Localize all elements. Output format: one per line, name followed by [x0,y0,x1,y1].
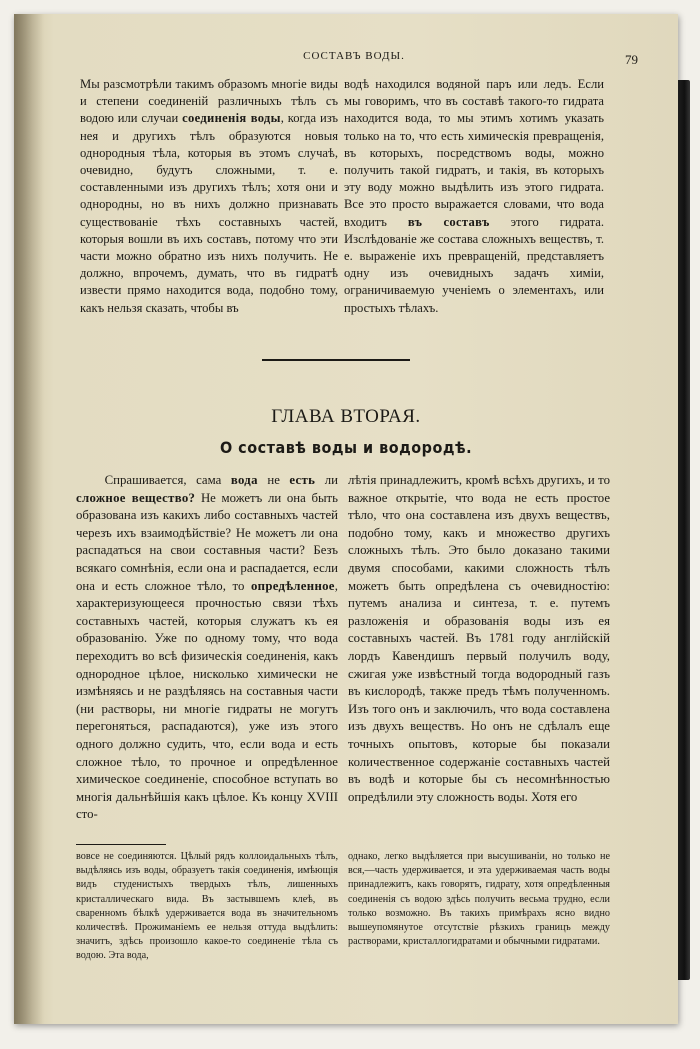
book-cover-edge [676,80,690,980]
paragraph: лѣтія принадлежитъ, кромѣ всѣхъ другихъ, и то важное открытіе, что вода не есть простое тѣло, что она составлена изъ двухъ веществъ, подобно тому, какъ и множество другихъ сложныхъ тѣлъ. Это было доказано такими двумя способами, какими сложность тѣлъ можетъ быть опредѣлена съ очевидностію: путемъ анализа и синтеза, т. е. путемъ разложенія и образованія воды изъ ея составныхъ частей. Въ 1781 году англійскій лордъ Кавендишъ первый получилъ воду, сжигая уже извѣстный тогда водородный газъ въ кислородѣ, также предъ тѣмъ полученномъ. Изъ того онъ и заключилъ, что вода составлена изъ двухъ веществъ. Но онъ не сдѣлалъ еще точныхъ опытовъ, которые бы показали количественное содержаніе составныхъ частей въ водѣ и которые бы съ несомнѣнностью опредѣлили эту сложность воды. Хотя его [348,473,610,804]
text-run: водѣ находился водяной паръ или ледъ. Если мы говоримъ, что въ составѣ такого-то гидрата находится вода, то мы этимъ хотимъ указать только на то, что есть химическія превращенія, въ которыхъ, посредствомъ воды, можно получить такой гидратъ, и такія, въ которыхъ эту воду можно выдѣлить изъ этого гидрата. Все это просто выражается словами, что вода входитъ [344,77,604,229]
paragraph [344,76,604,317]
text-column-bottom-left [76,472,338,824]
text-column-top-left [80,76,338,317]
section-divider [262,359,410,361]
chapter-subtitle: О составѣ воды и водородѣ. [219,438,473,457]
footnote-right: однако, легко выдѣляется при высушиваніи, но только не вся,—часть удерживается, и эта удерживаемая часть воды принадлежитъ, какъ говорятъ, гидрату, хотя опредѣленныя соединенія съ водою здѣсь получить весьма трудно, если только возможно. Въ такихъ примѣрахъ ясно видно вышеупомянутое отсутствіе рѣзкихъ границъ между растворами, кристаллогидратами и обычными гидратами. [348,851,610,948]
paragraph [80,76,338,317]
text-run: Не можетъ ли она быть образована изъ какихъ либо составныхъ частей черезъ ихъ взаимодѣйствіе? Не можетъ ли она распадаться на свои составныя части? Безъ всякаго сомнѣнія, если она и распадается, если она и есть сложное тѣло, то [76,490,338,593]
bold-term: опредѣленное [250,578,335,593]
text-run: , когда изъ нея и другихъ тѣлъ образуются новыя однородныя тѣла, которыя въ этомъ случаѣ, очевидно, будутъ сложными, т. е. составленными изъ другихъ тѣлъ; хотя они и однородны, но въ нихъ должно признавать существованіе тѣхъ составныхъ частей, которыя вошли въ ихъ составъ, потому что эти части можно обратно изъ нихъ получить. Не должно, впрочемъ, думать, что въ гидратѣ извести прямо находится вода, подобно тому, какъ нельзя сказать, чтобы въ [80,111,338,315]
text-run: Мы разсмотрѣли такимъ образомъ многіе виды и степени соединеній различныхъ тѣлъ съ водою или случаи [80,77,338,126]
bold-term: въ составъ [407,214,490,229]
text-run: , характеризующееся прочностью связи тѣхъ составныхъ частей, которыя служатъ къ ея образованію. Уже по одному тому, что вода переходитъ во всѣ физическія соединенія, какъ однородное цѣлое, нисколько химически не измѣняясь и не раздѣляясь на составныя части (ни растворы, ни многіе гидраты не могутъ перегоняться, распадаются), уже изъ этого одного должно судить, что, если вода и есть сложное тѣло, то прочное и опредѣленное химическое соединеніе, способное вступать во многія дальнѣйшія какъ цѣлое. Къ концу XVIII сто- [76,578,338,822]
chapter-title: ГЛАВА ВТОРАЯ. [271,406,421,427]
text-column-bottom-right [348,472,610,806]
text-run: не [267,473,280,487]
spine-shadow [14,14,44,1024]
footnote-left: вовсе не соединяются. Цѣлый рядъ коллоидальныхъ тѣлъ, выдѣляясь изъ воды, образуетъ такія соединенія, имѣющія видъ студенистыхъ твердыхъ тѣлъ, лишенныхъ кристаллическаго вида. Въ застывшемъ клеѣ, въ сваренномъ бѣлкѣ удерживается вода въ значительномъ количествѣ. Прожиманіемъ ее нельзя оттуда выдѣлить: значитъ, здѣсь произошло какое-то соединеніе тѣла съ водою. Эта вода, [76,851,338,962]
book-page [14,14,678,1024]
text-run: ли [324,473,338,487]
bold-term: есть [289,473,316,487]
bold-term: соединенія воды [182,111,281,126]
bold-term: вода [230,473,258,487]
text-run: этого гидрата. Изслѣдованіе же состава сложныхъ веществъ, т. е. выраженіе ихъ превращеній, представляетъ одну изъ очевидныхъ задачъ химіи, ограничиваемую ученіемъ о элементахъ, или простыхъ тѣлахъ. [344,214,604,315]
text-run: Спрашивается, сама [104,473,222,487]
footnote-divider [76,844,166,845]
paragraph [76,472,338,824]
bold-term: сложное вещество? [76,490,196,505]
text-column-top-right [344,76,604,317]
page-number: 79 [625,52,638,67]
running-head: СОСТАВЪ ВОДЫ. [303,50,405,62]
